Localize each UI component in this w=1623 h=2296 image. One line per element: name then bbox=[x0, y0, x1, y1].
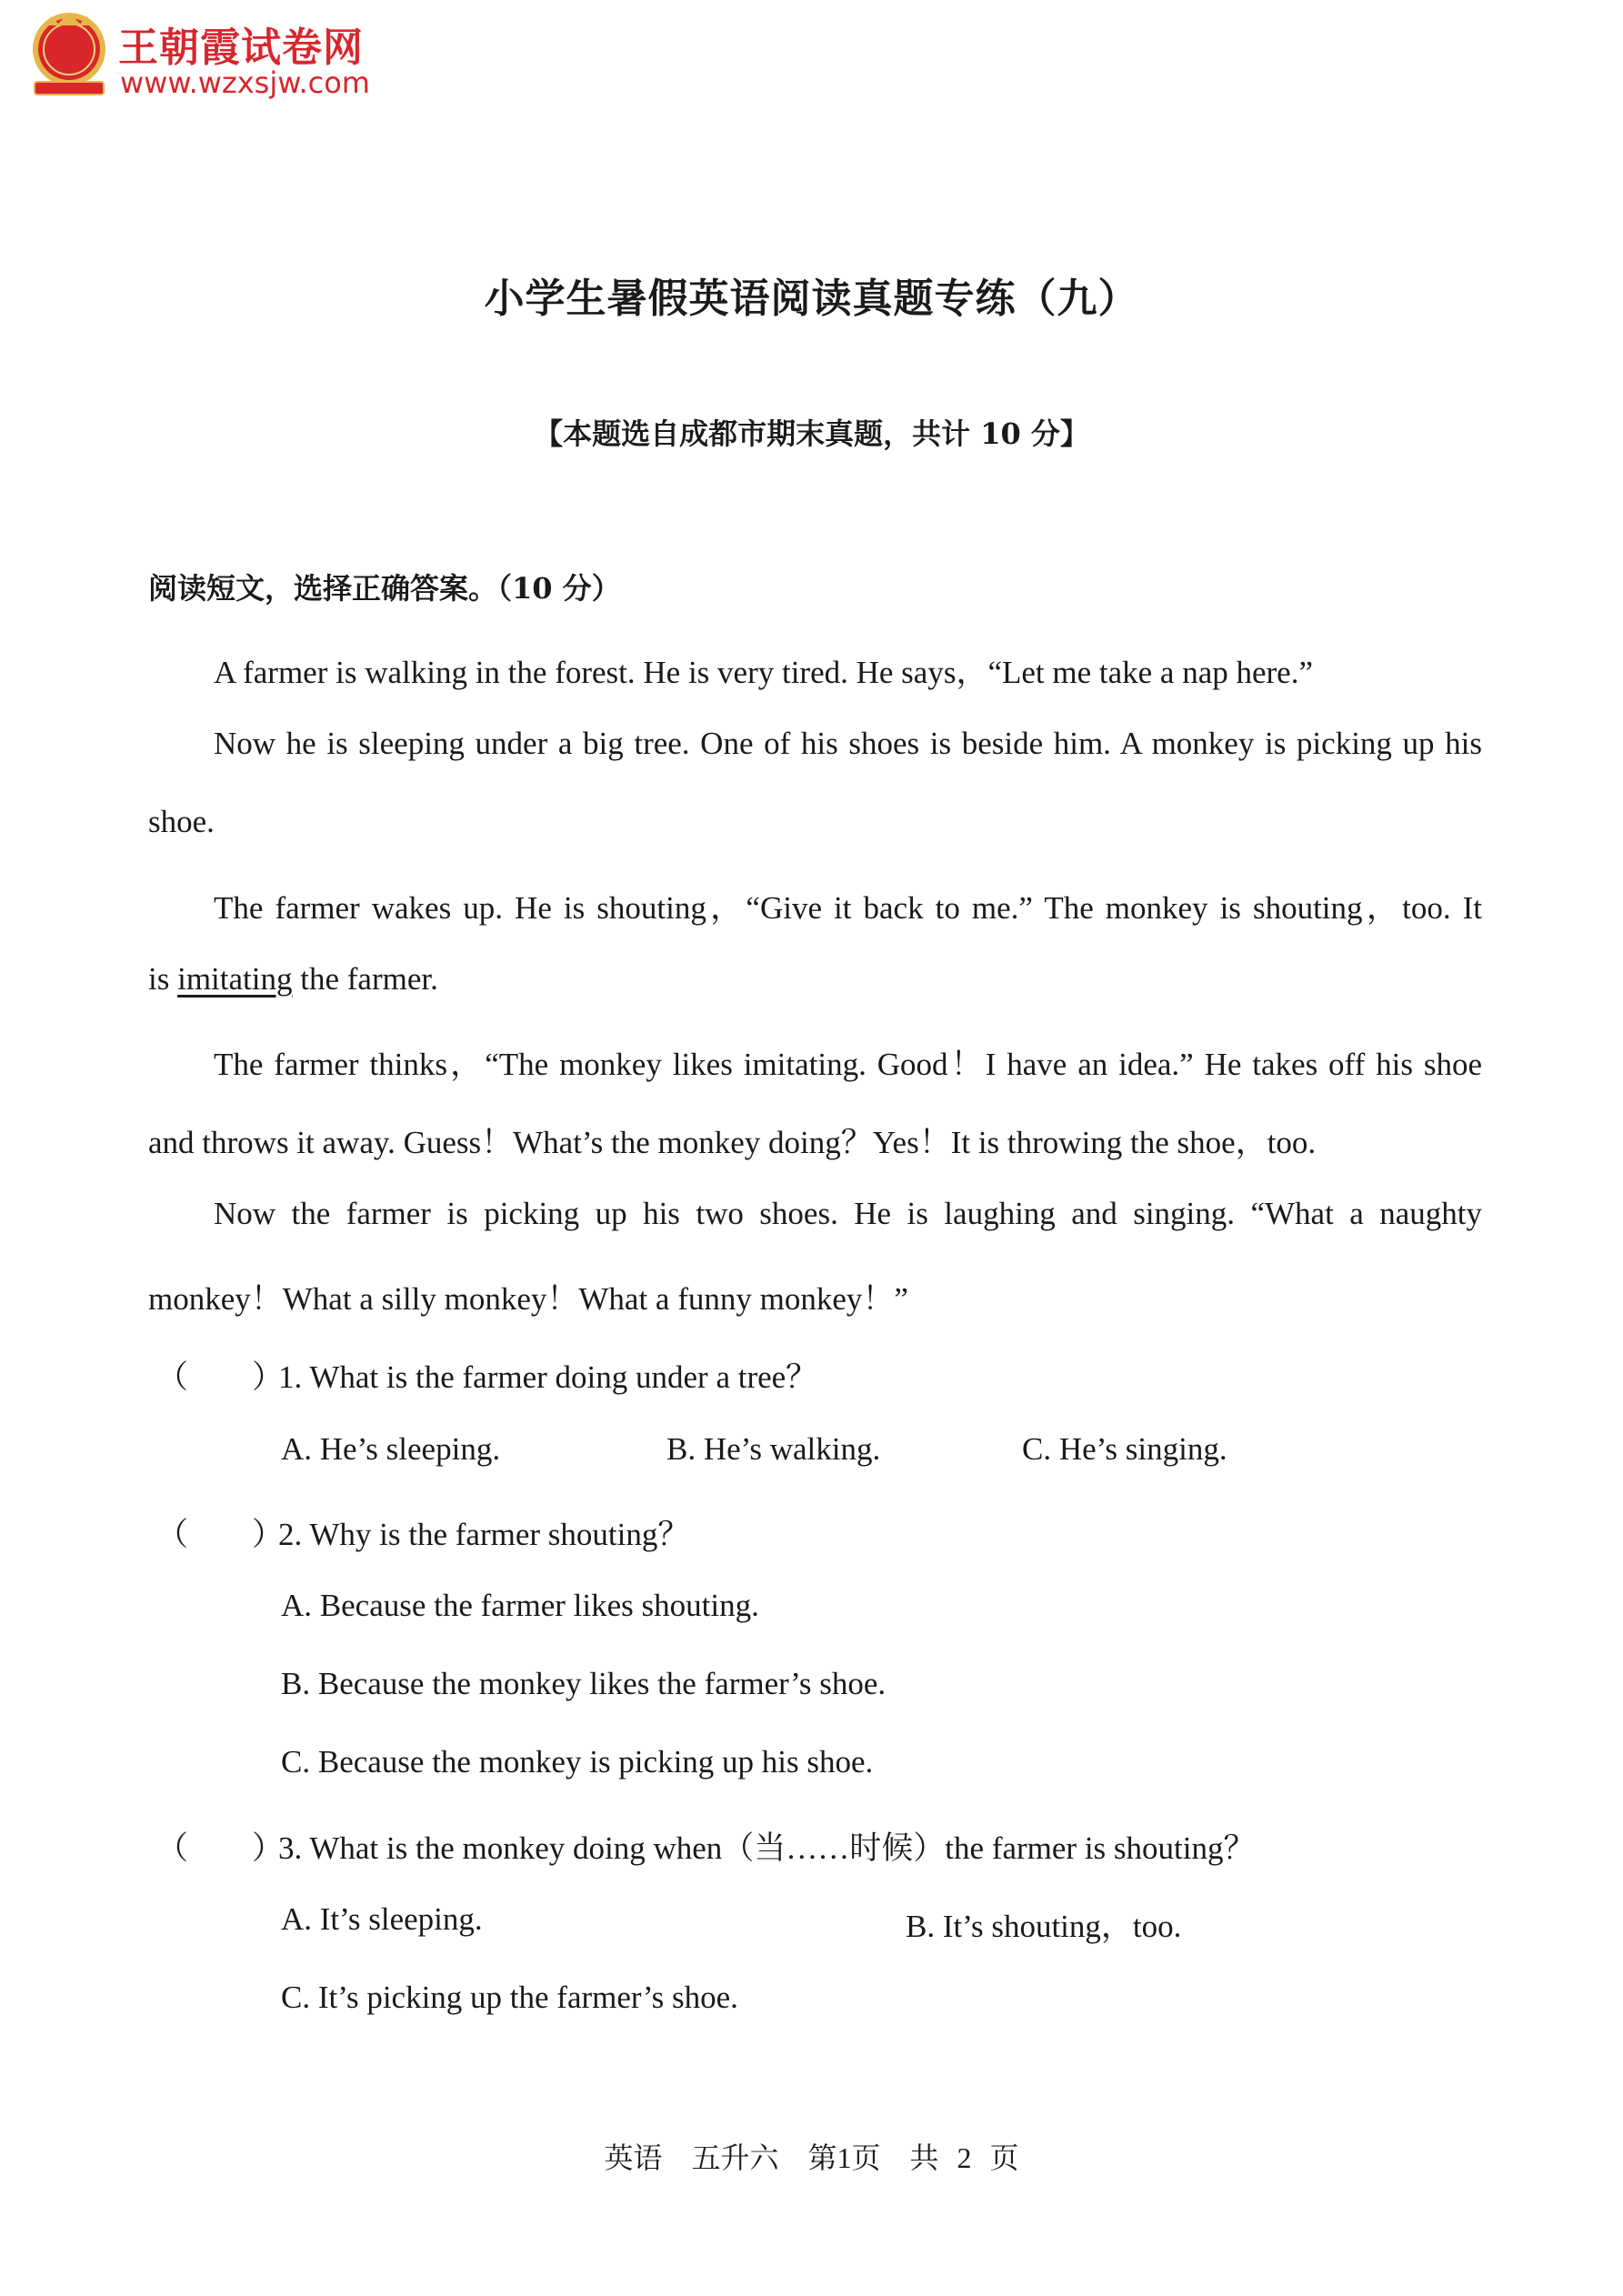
logo-url[interactable]: www.wzxsjw.com bbox=[120, 65, 370, 100]
question-2-stem: 2. Why is the farmer shouting？ bbox=[278, 1517, 690, 1552]
question-3-option-b[interactable]: B. It’s shouting，too. bbox=[906, 1909, 1182, 1944]
question-2-option-c[interactable]: C. Because the monkey is picking up his shoe. bbox=[281, 1744, 874, 1780]
passage-paragraph-4-line-1: The farmer thinks，“The monkey likes imitating. Good！I have an idea.” He takes off his shoe bbox=[214, 1047, 1482, 1082]
passage-paragraph-2-line-1: Now he is sleeping under a big tree. One of his shoes is beside him. A monkey is picking up his bbox=[214, 726, 1482, 761]
question-3-option-a[interactable]: A. It’s sleeping. bbox=[281, 1901, 483, 1937]
answer-blank-1[interactable]: （ ） bbox=[156, 1359, 285, 1395]
passage-paragraph-2-line-2: shoe. bbox=[148, 804, 215, 839]
answer-blank-3[interactable]: （ ） bbox=[156, 1830, 285, 1866]
section-instruction: 阅读短文，选择正确答案。（10 分） bbox=[148, 571, 621, 606]
page-title: 小学生暑假英语阅读真题专练（九） bbox=[484, 276, 1139, 322]
question-1-option-c[interactable]: C. He’s singing. bbox=[1022, 1431, 1227, 1467]
answer-blank-2[interactable]: （ ） bbox=[156, 1517, 285, 1552]
question-3-stem: 3. What is the monkey doing when（当……时候）the farmer is shouting？ bbox=[278, 1830, 1256, 1866]
text-segment: is bbox=[148, 961, 178, 997]
passage-paragraph-4-line-2: and throws it away. Guess！What’s the monkey doing？Yes！It is throwing the shoe，too. bbox=[148, 1125, 1317, 1160]
question-2-option-b[interactable]: B. Because the monkey likes the farmer’s shoe. bbox=[281, 1666, 887, 1701]
passage-paragraph-5-line-2: monkey！What a silly monkey！What a funny monkey！” bbox=[148, 1281, 908, 1317]
logo-name: 王朝霞试卷网 bbox=[118, 25, 364, 71]
seal-icon bbox=[27, 9, 111, 100]
text-segment: the farmer. bbox=[292, 961, 438, 997]
passage-paragraph-3-line-1: The farmer wakes up. He is shouting，“Give it back to me.” The monkey is shouting，too. It bbox=[214, 890, 1482, 926]
question-1-option-a[interactable]: A. He’s sleeping. bbox=[281, 1431, 501, 1467]
passage-paragraph-3-line-2 bbox=[148, 961, 438, 998]
question-2-option-a[interactable]: A. Because the farmer likes shouting. bbox=[281, 1588, 759, 1623]
question-1-option-b[interactable]: B. He’s walking. bbox=[666, 1431, 881, 1467]
question-3-option-c[interactable]: C. It’s picking up the farmer’s shoe. bbox=[281, 1980, 738, 2015]
underlined-word: imitating bbox=[177, 961, 293, 997]
passage-paragraph-5-line-1: Now the farmer is picking up his two shoes. He is laughing and singing. “What a naughty bbox=[214, 1196, 1482, 1231]
page-subtitle: 【本题选自成都市期末真题，共计 10 分】 bbox=[534, 416, 1089, 451]
question-1-stem: 1. What is the farmer doing under a tree？ bbox=[278, 1359, 818, 1395]
site-logo bbox=[27, 9, 400, 100]
page-footer: 英语 五升六 第1页 共 2 页 bbox=[604, 2141, 1019, 2174]
passage-paragraph-1: A farmer is walking in the forest. He is very tired. He says，“Let me take a nap here.” bbox=[214, 655, 1314, 690]
